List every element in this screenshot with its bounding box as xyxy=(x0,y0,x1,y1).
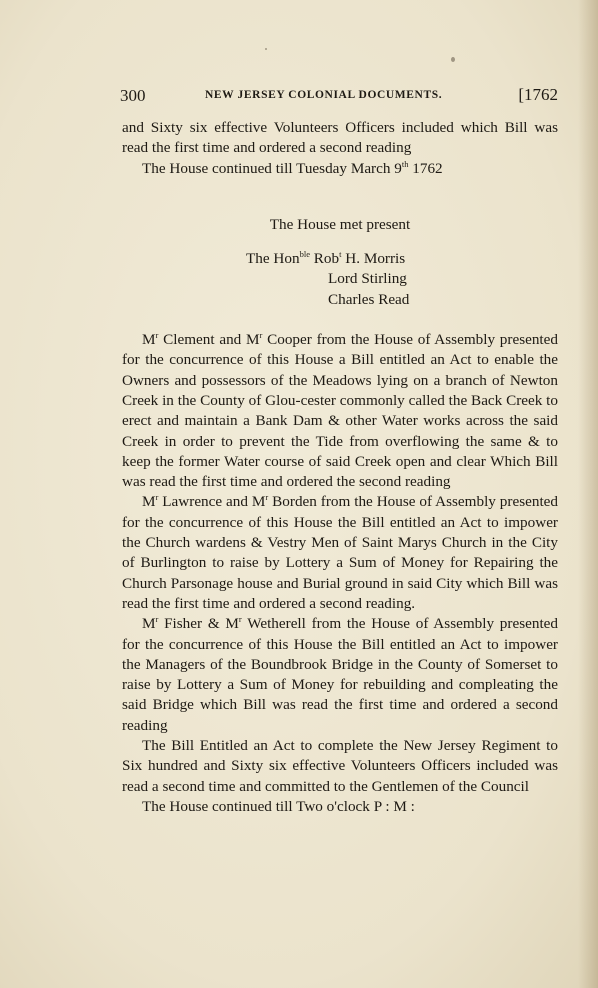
adjournment-line: The House continued till Tuesday March 9th 1762 xyxy=(142,158,443,177)
page-number: 300 xyxy=(120,86,146,105)
paragraph-clement: $M^r$ Clement and $M^r$ Cooper from the House of Assembly presented for the concurrence of this House a Bill entitled an Act to enable the Owners and possessors of the Meadows lying on a branch of Newton Creek in the County of Glou-cester commonly called the Back Creek to erect and maintain a Bank Dam & other Water works across the said Creek in order to prevent the Tide from overflowing the same & to keep the former Water course of said Creek open and clear Which Bill was read the first time and ordered the second reading xyxy=(122,330,558,491)
member-morris: The Hon$^{ble}$ Rob$^t$ H. Morris xyxy=(246,249,406,268)
paragraph-lawrence: $M^r$ Lawrence and $M^r$ Borden from the House of Assembly presented for the concurrence of this House the Bill entitled an Act to impower the Church wardens & Vestry Men of Saint Marys Church in the City of Burlington to raise by Lottery a Sum of Money for Repairing the Church Parsonage house and Burial ground in said City which Bill was read the first time and ordered a second reading. xyxy=(122,492,558,612)
page-header xyxy=(120,86,558,108)
paragraph-fisher: $M^r$ Fisher & $M^r$ Wetherell from the House of Assembly presented for the concurrence of this House the Bill entitled an Act to impower the Managers of the Boundbrook Bridge in the County of Somerset to raise by Lottery a Sum of Money for rebuilding and compleating the said Bridge which Bill was read the first time and ordered a second reading xyxy=(122,614,559,734)
paragraph: and Sixty six effective Volunteers Officers included which Bill was read the first time and ordered a second reading xyxy=(122,119,558,157)
members-present xyxy=(246,249,558,310)
ink-speck xyxy=(265,48,267,50)
adjournment-line-2: The House continued till Two o'clock P : M : xyxy=(142,797,415,815)
running-title: NEW JERSEY COLONIAL DOCUMENTS. xyxy=(205,89,443,101)
house-met-line: The House met present xyxy=(269,215,411,233)
header-year: [1762 xyxy=(518,85,558,104)
body-text xyxy=(122,118,558,817)
ink-speck xyxy=(451,57,455,62)
member-stirling: Lord Stirling xyxy=(328,270,407,288)
member-read: Charles Read xyxy=(328,290,410,308)
paragraph-regiment-bill: The Bill Entitled an Act to complete the New Jersey Regiment to Six hundred and Sixty six effective Volunteers Officers included was read a second time and committed to the Gentlemen of the Council xyxy=(122,737,558,795)
